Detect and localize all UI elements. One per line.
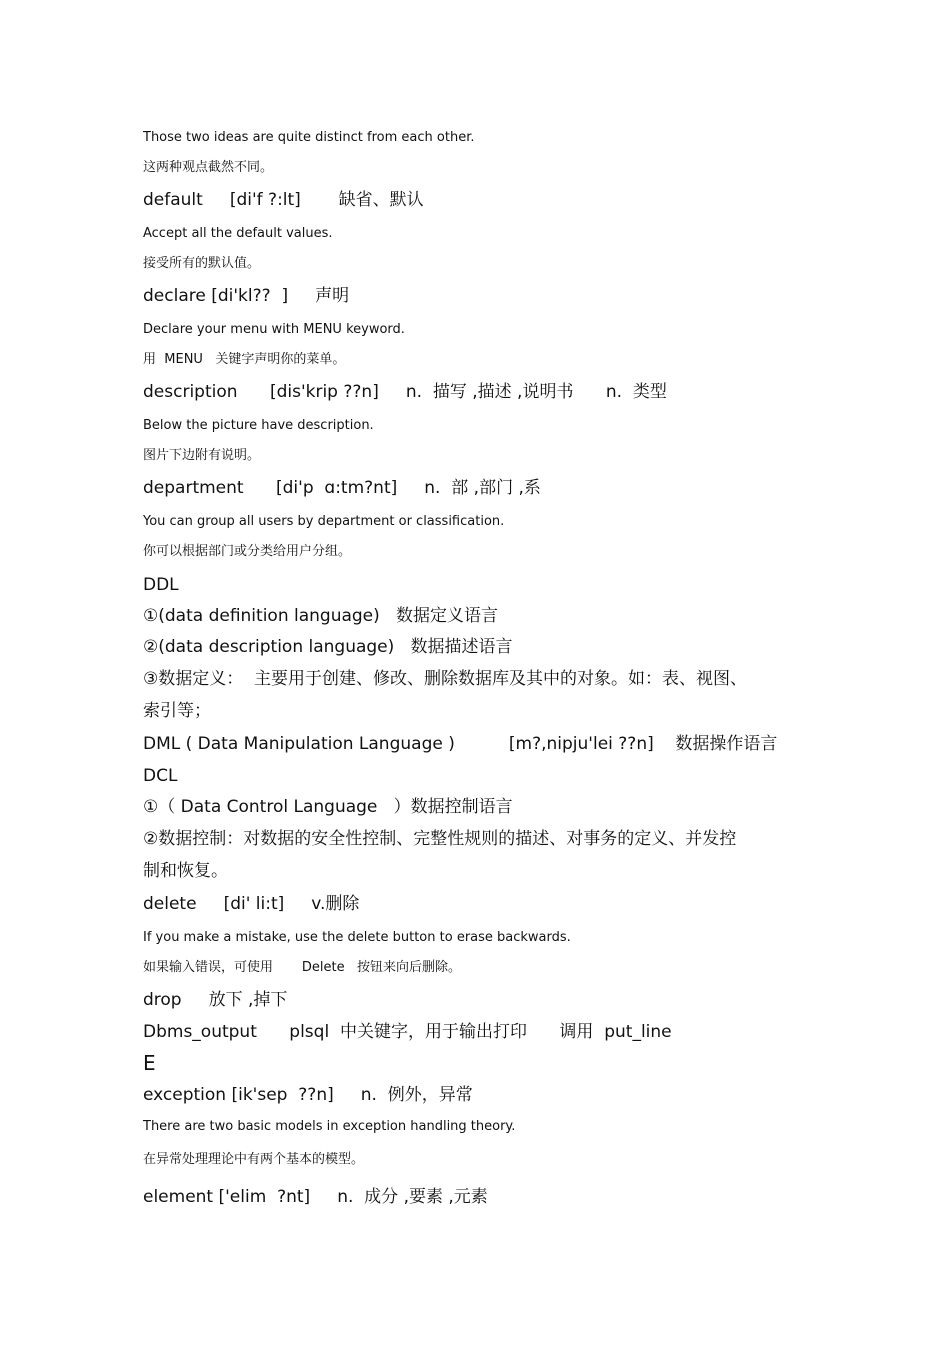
example-sentence-zh: 这两种观点截然不同。 <box>143 160 274 175</box>
vocab-entry-dml: DML ( Data Manipulation Language ) [m?,nipju'lei ??n] 数据操作语言 <box>143 734 778 754</box>
vocab-entry-dbms-output: Dbms_output plsql 中关键字，用于输出打印 调用 put_line <box>143 1022 672 1042</box>
example-sentence-en: If you make a mistake, use the delete button to erase backwards. <box>143 930 571 945</box>
dcl-meaning-2-cont: 制和恢复。 <box>143 861 228 881</box>
dcl-meaning-2: ②数据控制：对数据的安全性控制、完整性规则的描述、对事务的定义、并发控 <box>143 829 737 849</box>
example-sentence-zh: 接受所有的默认值。 <box>143 256 261 271</box>
vocab-entry-drop: drop 放下 ,掉下 <box>143 990 288 1010</box>
vocab-entry-ddl: DDL <box>143 575 179 595</box>
example-sentence-en: There are two basic models in exception handling theory. <box>143 1119 516 1134</box>
example-sentence-zh: 用 MENU 关键字声明你的菜单。 <box>143 352 346 367</box>
section-letter-heading: E <box>143 1051 156 1075</box>
vocab-entry-declare: declare [di'kl?? ] 声明 <box>143 286 350 306</box>
example-sentence-zh: 如果输入错误，可使用 Delete 按钮来向后删除。 <box>143 960 462 975</box>
example-sentence-zh: 你可以根据部门或分类给用户分组。 <box>143 544 352 559</box>
example-sentence-en: Below the picture have description. <box>143 418 374 433</box>
vocab-entry-dcl: DCL <box>143 766 178 786</box>
vocab-entry-default: default [di'f ?:lt] 缺省、默认 <box>143 190 424 210</box>
vocab-entry-delete: delete [di' li:t] v.删除 <box>143 894 360 914</box>
example-sentence-en: Declare your menu with MENU keyword. <box>143 322 405 337</box>
example-sentence-en: Accept all the default values. <box>143 226 333 241</box>
ddl-meaning-2: ②(data description language) 数据描述语言 <box>143 637 513 657</box>
vocab-entry-department: department [di'p ɑ:tm?nt] n. 部 ,部门 ,系 <box>143 478 541 498</box>
dcl-meaning-1: ①（ Data Control Language ）数据控制语言 <box>143 797 513 817</box>
example-sentence-en: Those two ideas are quite distinct from each other. <box>143 130 475 145</box>
vocab-entry-description: description [dis'krip ??n] n. 描写 ,描述 ,说明书 n. 类型 <box>143 382 667 402</box>
ddl-meaning-3-cont: 索引等； <box>143 701 211 721</box>
example-sentence-zh: 图片下边附有说明。 <box>143 448 261 463</box>
vocab-entry-element: element ['elim ?nt] n. 成分 ,要素 ,元素 <box>143 1187 488 1207</box>
example-sentence-en: You can group all users by department or classification. <box>143 514 505 529</box>
vocab-entry-exception: exception [ik'sep ??n] n. 例外，异常 <box>143 1085 473 1105</box>
ddl-meaning-3: ③数据定义： 主要用于创建、修改、删除数据库及其中的对象。如：表、视图、 <box>143 669 748 689</box>
ddl-meaning-1: ①(data definition language) 数据定义语言 <box>143 606 498 626</box>
example-sentence-zh: 在异常处理理论中有两个基本的模型。 <box>143 1152 365 1167</box>
